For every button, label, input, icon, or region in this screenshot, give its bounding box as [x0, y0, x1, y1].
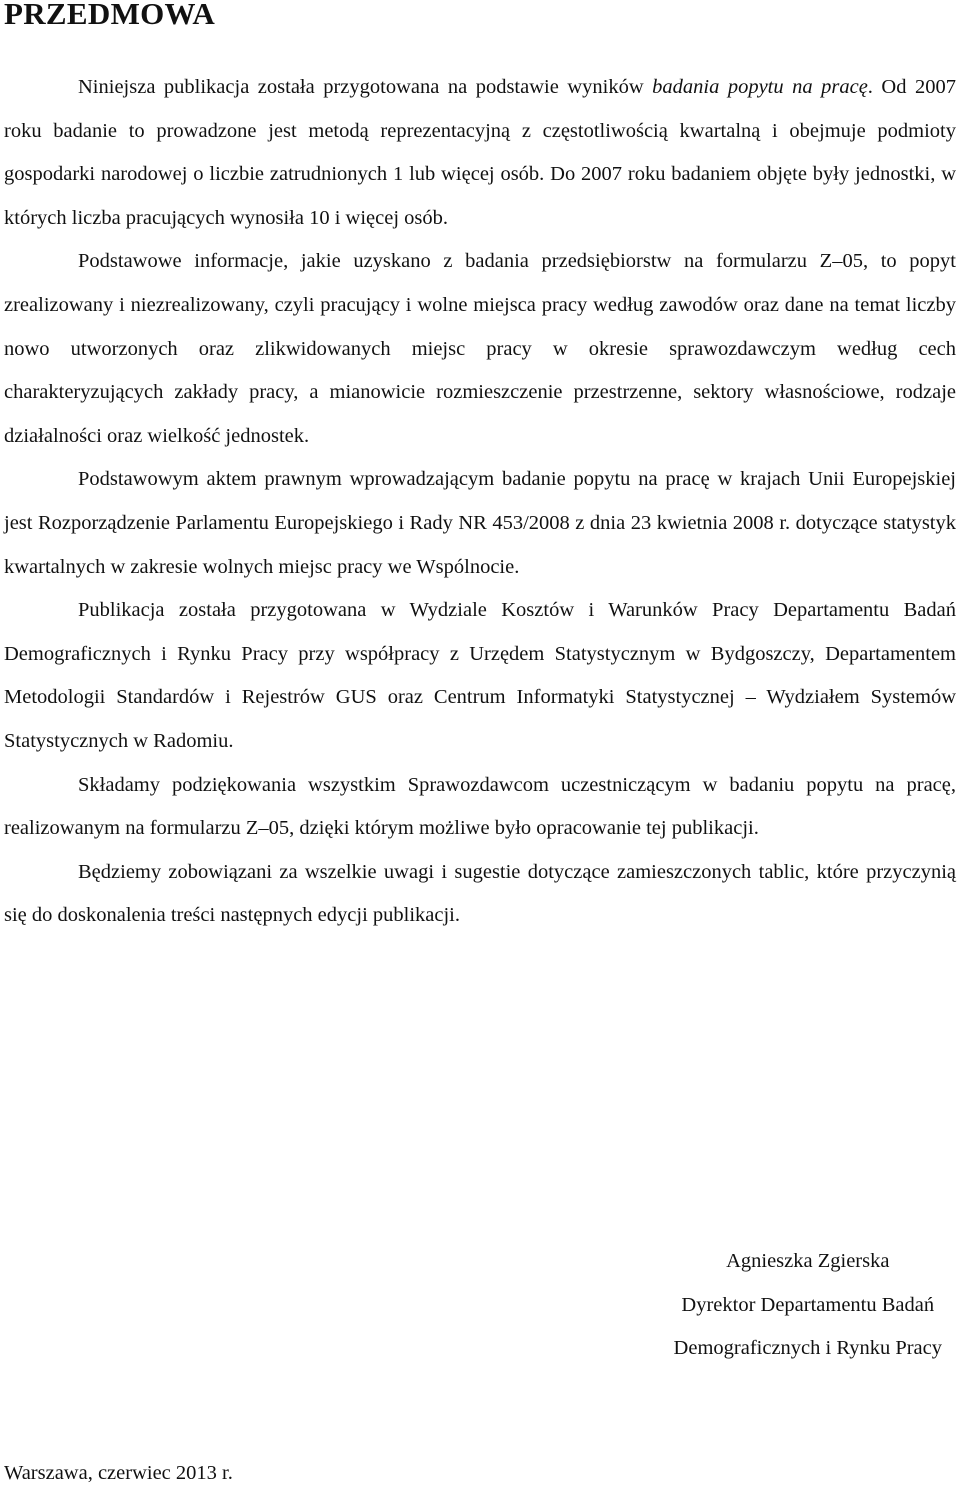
place-and-date: Warszawa, czerwiec 2013 r. [4, 1462, 233, 1484]
signature-position-line1: Dyrektor Departamentu Badań [681, 1293, 935, 1316]
paragraph-intro-italic: badania popytu na pracę [652, 76, 868, 98]
signature-name: Agnieszka Zgierska [726, 1250, 890, 1272]
preface-body [4, 66, 956, 938]
page-title: PRZEDMOWA [4, 0, 216, 31]
signature-block [674, 1240, 942, 1371]
paragraph-preparation: Publikacja została przygotowana w Wydziale Kosztów i Warunków Pracy Departamentu Badań Demograficznych i Rynku Pracy przy współpracy z Urzędem Statystycznym w Bydgoszczy, Departamentem Metodologii Standardów i Rejestrów GUS oraz Centrum Informatyki Statystycznej – Wydziałem Systemów Statystycznych w Radomiu. [4, 599, 956, 752]
paragraph-basic-info: Podstawowe informacje, jakie uzyskano z badania przedsiębiorstw na formularzu Z–05, to popyt zrealizowany i niezrealizowany, czyli pracujący i wolne miejsca pracy według zawodów oraz dane na temat liczby nowo utworzonych oraz zlikwidowanych miejsc pracy w okresie sprawozdawczym według cech charakteryzujących zakłady pracy, a mianowicie rozmieszczenie przestrzenne, sektory własnościowe, rodzaje działalności oraz wielkość jednostek. [4, 250, 956, 447]
paragraph-intro-text-a: Niniejsza publikacja została przygotowana na podstawie wyników [78, 76, 653, 98]
paragraph-intro-text-b: . Od 2007 roku badanie to prowadzone jest metodą reprezentacyjną z częstotliwością kwartalną i obejmuje podmioty gospodarki narodowej o liczbie zatrudnionych 1 lub więcej osób. Do 2007 roku badaniem objęte były jednostki, w których liczba pracujących wynosiła 10 i więcej osób. [4, 76, 956, 229]
paragraph-legal-act: Podstawowym aktem prawnym wprowadzającym badanie popytu na pracę w krajach Unii Europejskiej jest Rozporządzenie Parlamentu Europejskiego i Rady NR 453/2008 z dnia 23 kwietnia 2008 r. dotyczące statystyk kwartalnych w zakresie wolnych miejsc pracy we Wspólnocie. [4, 468, 956, 578]
paragraph-feedback: Będziemy zobowiązani za wszelkie uwagi i sugestie dotyczące zamieszczonych tablic, które przyczynią się do doskonalenia treści następnych edycji publikacji. [4, 860, 956, 927]
signature-position-line2: Demograficznych i Rynku Pracy [673, 1337, 942, 1360]
paragraph-intro [4, 66, 956, 240]
paragraph-acknowledgements: Składamy podziękowania wszystkim Sprawozdawcom uczestniczącym w badaniu popytu na pracę, realizowanym na formularzu Z–05, dzięki którym możliwe było opracowanie tej publikacji. [4, 773, 956, 840]
